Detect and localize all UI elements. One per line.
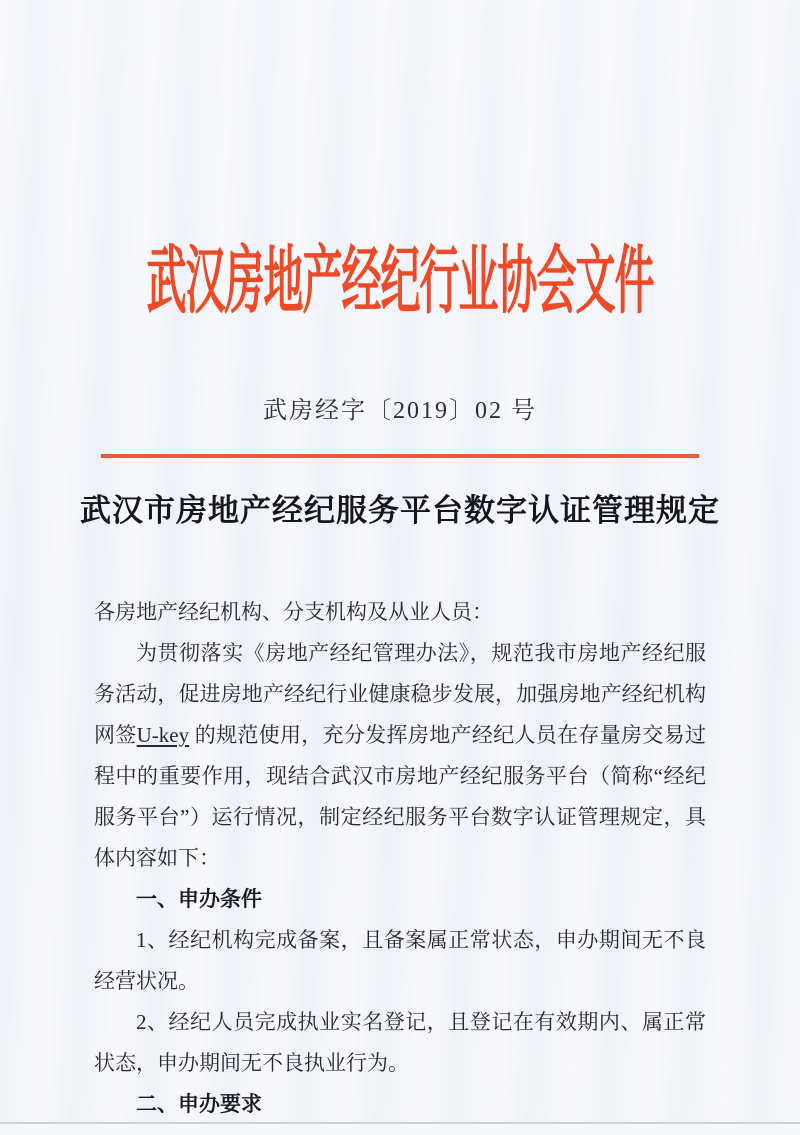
scan-background-strip <box>0 1124 800 1135</box>
salutation-line: 各房地产经纪机构、分支机构及从业人员： <box>94 600 493 624</box>
org-title: 武汉房地产经纪行业协会文件 <box>146 237 654 325</box>
body-paragraph <box>94 633 706 879</box>
document-header <box>0 0 800 336</box>
document-title: 武汉市房地产经纪服务平台数字认证管理规定 <box>80 493 720 528</box>
body-paragraph: 2、经纪人员完成执业实名登记，且登记在有效期内、属正常状态，申办期间无不良执业行为。 <box>94 1010 706 1075</box>
red-divider-line <box>101 454 699 458</box>
body-paragraph: 1、经纪机构完成备案，且备案属正常状态，申办期间无不良经营状况。 <box>94 928 706 993</box>
section-heading: 一、申办条件 <box>136 888 262 911</box>
document-body <box>94 592 706 1125</box>
paragraph-text: 的规范使用，充分发挥房地产经纪人员在存量房交易过程中的重要作用，现结合武汉市房地产经纪服务平台（简称“经纪服务平台”）运行情况，制定经纪服务平台数字认证管理规定，具体内容如下： <box>94 723 707 870</box>
ukey-underlined-text: U-key <box>136 723 190 747</box>
paragraph-text: 为贯彻落实《房地产经纪管理办法》，规范我市房地产经纪服务活动，促进房地产经纪行业健康稳步发展，加强房地产经纪机构网签 <box>94 641 706 747</box>
section-heading: 二、申办要求 <box>136 1093 262 1116</box>
document-number: 武房经字〔2019〕02 号 <box>263 398 537 424</box>
